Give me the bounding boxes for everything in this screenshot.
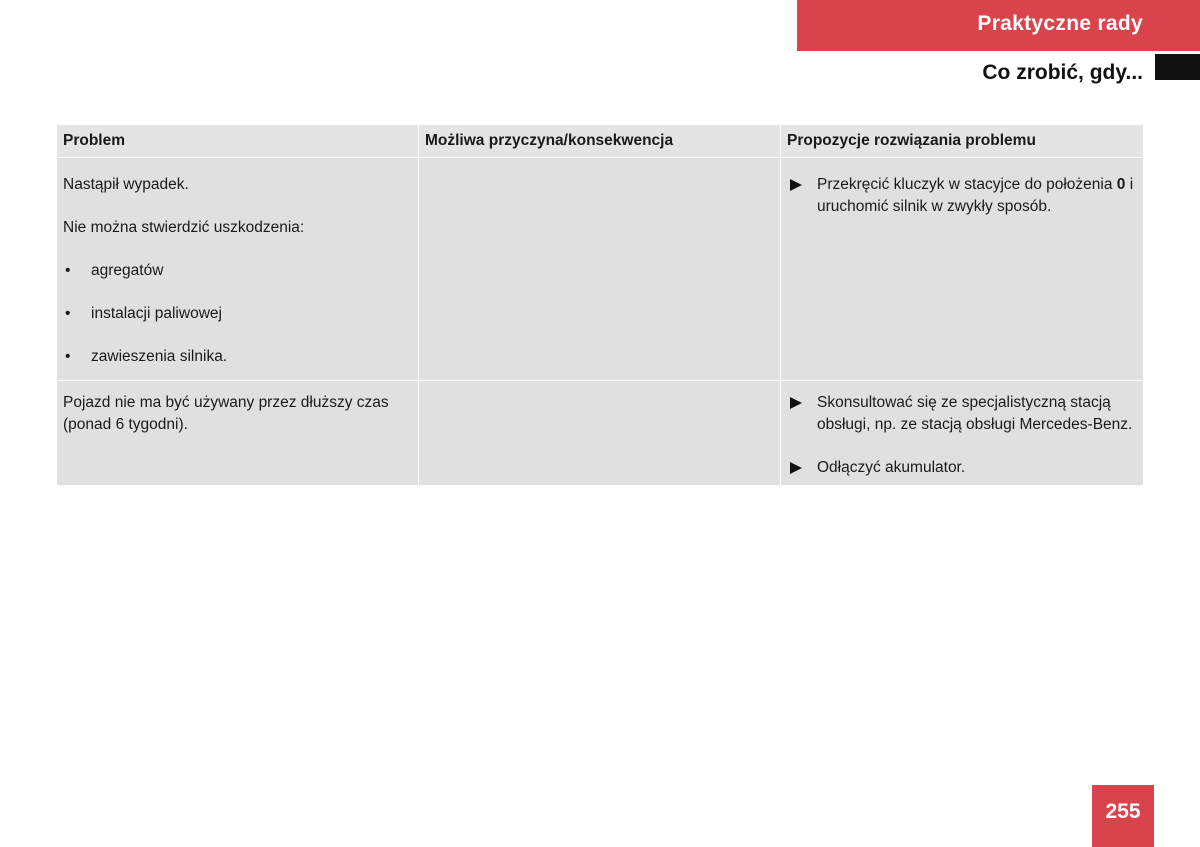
list-item (63, 346, 412, 368)
action-step (787, 457, 1137, 479)
page-number: 255 (1092, 785, 1154, 847)
problem-cell (57, 381, 418, 485)
bullet-icon: • (65, 348, 71, 365)
solution-cell (781, 158, 1143, 380)
page-subtitle: Co zrobić, gdy... (982, 61, 1143, 84)
column-header-cause: Możliwa przyczyna/konsekwencja (419, 125, 780, 157)
key-position: 0 (1116, 176, 1126, 193)
column-header-problem: Problem (57, 125, 418, 157)
solution-cell (781, 381, 1143, 485)
list-item (63, 260, 412, 282)
action-text: Odłączyć akumulator. (817, 459, 966, 476)
arrow-right-icon (790, 462, 802, 474)
action-text: Przekręcić kluczyk w stacyjce do położenia (817, 176, 1117, 193)
list-item-text: agregatów (91, 262, 164, 279)
action-step (787, 392, 1137, 436)
list-item (63, 303, 412, 325)
bullet-icon: • (65, 262, 71, 279)
problem-text: Nie można stwierdzić uszkodzenia: (63, 219, 305, 236)
list-item-text: zawieszenia silnika. (91, 348, 228, 365)
cause-cell (419, 158, 780, 380)
section-tab: Praktyczne rady (797, 0, 1200, 51)
arrow-right-icon (790, 397, 802, 409)
problem-cell (57, 158, 418, 380)
problem-text: Nastąpił wypadek. (63, 176, 189, 193)
bullet-icon: • (65, 305, 71, 322)
action-step (787, 174, 1137, 218)
problem-text: Pojazd nie ma być używany przez dłuższy czas (ponad 6 tygodni). (63, 394, 389, 433)
subtitle-marker (1155, 54, 1200, 80)
arrow-right-icon (790, 179, 802, 191)
action-text: i uruchomić silnik w zwykły sposób. (817, 176, 1134, 215)
column-header-solution: Propozycje rozwiązania problemu (781, 125, 1143, 157)
troubleshooting-table (57, 125, 1143, 485)
action-text: Skonsultować się ze specjalistyczną stacją obsługi, np. ze stacją obsługi Mercedes-Benz. (817, 394, 1133, 433)
list-item-text: instalacji paliwowej (91, 305, 222, 322)
cause-cell (419, 381, 780, 485)
